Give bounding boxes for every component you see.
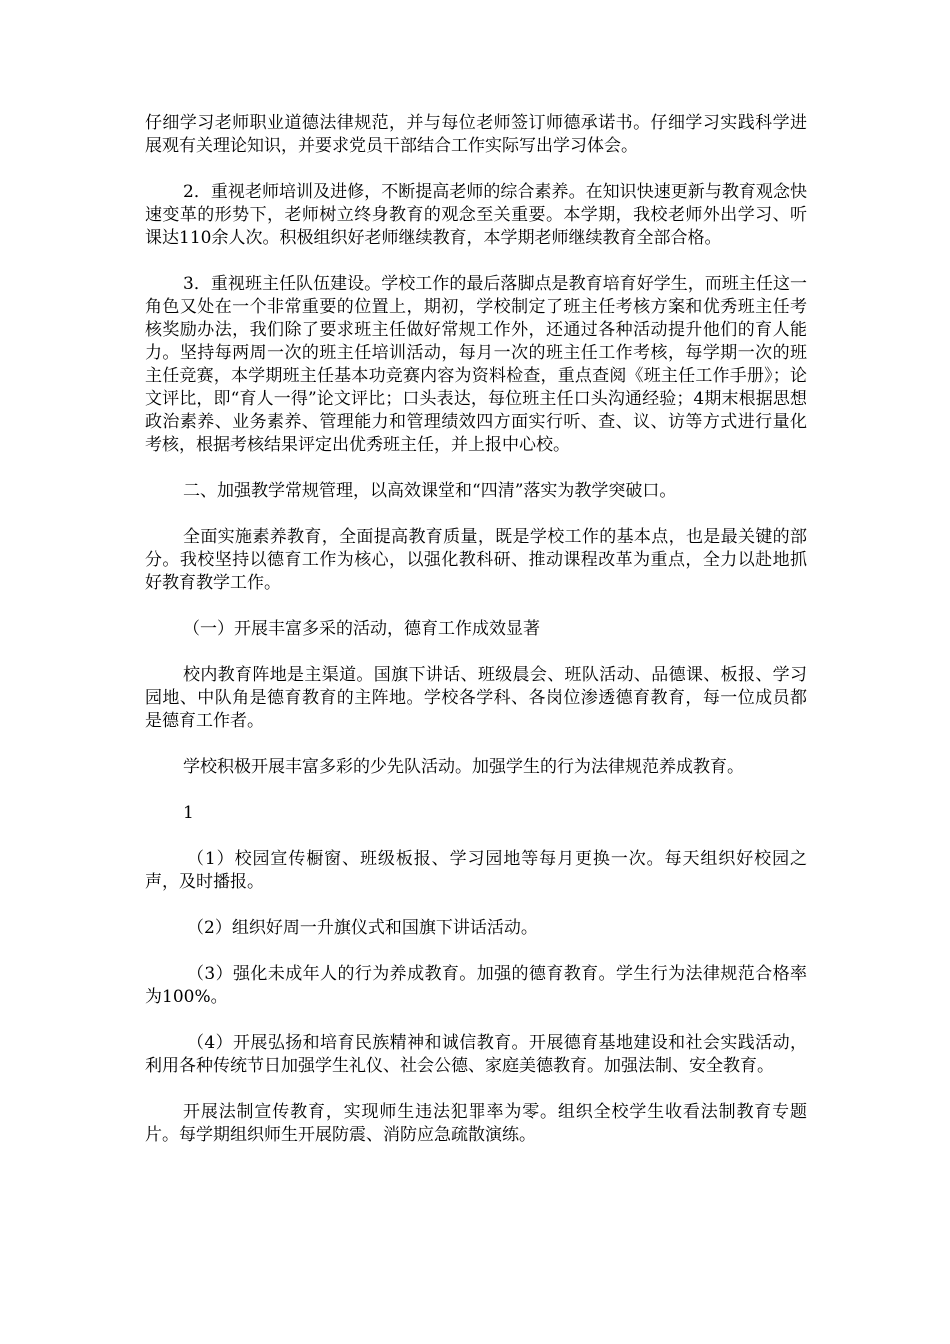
paragraph-teacher-training: 2．重视老师培训及进修，不断提高老师的综合素养。在知识快速更新与教育观念快速变革的形势下，老师树立终身教育的观念至关重要。本学期，我校老师外出学习、听课达110余人次。积极组织好老师继续教育，本学期老师继续教育全部合格。: [145, 182, 807, 248]
document-body: [145, 112, 807, 1147]
list-item-national-spirit: （4）开展弘扬和培育民族精神和诚信教育。开展德育基地建设和社会实践活动，利用各种传统节日加强学生礼仪、社会公德、家庭美德教育。加强法制、安全教育。: [145, 1033, 807, 1076]
list-item-publicity: （1）校园宣传橱窗、班级板报、学习园地等每月更换一次。每天组织好校园之声，及时播报。: [145, 849, 807, 892]
paragraph-quality-education: 全面实施素养教育，全面提高教育质量，既是学校工作的基本点，也是最关键的部分。我校坚持以德育工作为核心，以强化教科研、推动课程改革为重点，全力以赴地抓好教育教学工作。: [145, 527, 807, 593]
subsection-heading-moral-activities: （一）开展丰富多采的活动，德育工作成效显著: [183, 619, 540, 639]
page-number: 1: [183, 803, 194, 823]
paragraph-legal-education: 开展法制宣传教育，实现师生违法犯罪率为零。组织全校学生收看法制教育专题片。每学期组织师生开展防震、消防应急疏散演练。: [145, 1102, 807, 1145]
paragraph-school-education-position: 校内教育阵地是主渠道。国旗下讲话、班级晨会、班队活动、品德课、板报、学习园地、中队角是德育教育的主阵地。学校各学科、各岗位渗透德育教育，每一位成员都是德育工作者。: [145, 665, 807, 731]
paragraph-teacher-ethics: 仔细学习老师职业道德法律规范，并与每位老师签订师德承诺书。仔细学习实践科学进展观有关理论知识，并要求党员干部结合工作实际写出学习体会。: [145, 113, 807, 156]
list-item-flag-ceremony: （2）组织好周一升旗仪式和国旗下讲话活动。: [187, 918, 538, 938]
list-item-behavior-education: （3）强化未成年人的行为养成教育。加强的德育教育。学生行为法律规范合格率为100%。: [145, 964, 807, 1007]
paragraph-young-pioneers: 学校积极开展丰富多彩的少先队活动。加强学生的行为法律规范养成教育。: [183, 757, 744, 777]
section-heading-teaching-management: 二、加强教学常规管理，以高效课堂和“四清”落实为教学突破口。: [183, 481, 677, 501]
paragraph-class-teacher: 3．重视班主任队伍建设。学校工作的最后落脚点是教育培育好学生，而班主任这一角色又处在一个非常重要的位置上，期初，学校制定了班主任考核方案和优秀班主任考核奖励办法，我们除了要求班主任做好常规工作外，还通过各种活动提升他们的育人能力。坚持每两周一次的班主任培训活动，每月一次的班主任工作考核，每学期一次的班主任竞赛，本学期班主任基本功竞赛内容为资料检查，重点查阅《班主任工作手册》；论文评比，即“育人一得”论文评比；口头表达，每位班主任口头沟通经验；4期末根据思想政治素养、业务素养、管理能力和管理绩效四方面实行听、查、议、访等方式进行量化考核，根据考核结果评定出优秀班主任，并上报中心校。: [145, 274, 807, 455]
